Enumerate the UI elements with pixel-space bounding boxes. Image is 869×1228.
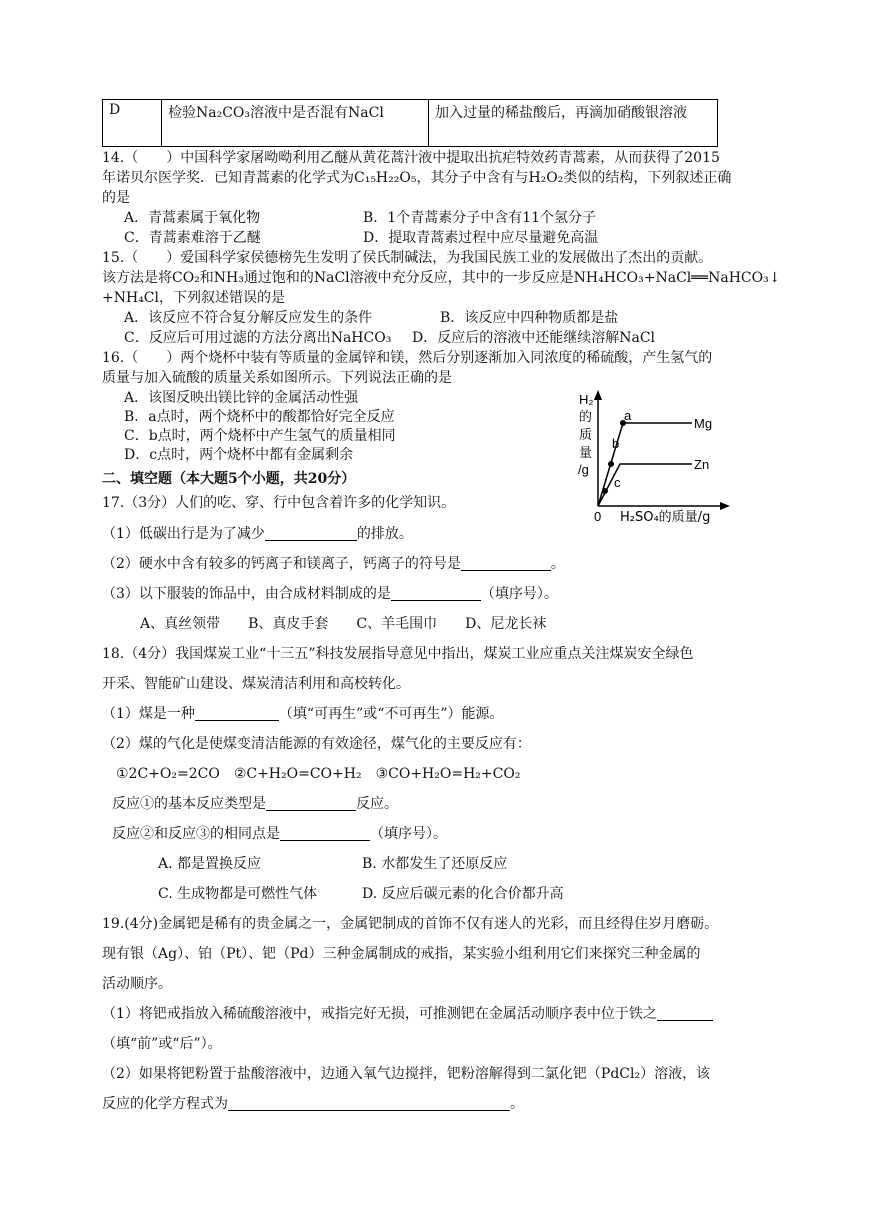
- q19-part2: （2）如果将钯粉置于盐酸溶液中，边通入氧气边搅拌，钯粉溶解得到二氯化钯（PdCl₂）溶液，该: [102, 1066, 711, 1082]
- q18-line1: 18.（4分）我国煤炭工业“十三五”科技发展指导意见中指出，煤炭工业应重点关注煤炭安全绿色: [102, 646, 694, 662]
- q17-options: A、真丝领带 B、真皮手套 C、羊毛围巾 D、尼龙长袜: [140, 616, 547, 632]
- q17-part1: [102, 525, 413, 543]
- q19-part1: [102, 1005, 713, 1023]
- table-row: [103, 100, 718, 147]
- q15-line1: 15.（ ）爱国科学家侯德榜先生发明了侯氏制碱法，为我国民族工业的发展做出了杰出的贡献。: [102, 250, 713, 266]
- q19-part2-line2: [102, 1095, 524, 1113]
- q15-option-a: A．该反应不符合复分解反应发生的条件: [124, 310, 373, 326]
- y-label-1: 的: [579, 410, 593, 425]
- origin-label: 0: [594, 509, 602, 524]
- q18-part1: [102, 705, 504, 723]
- q17-part3-tail: （填序号）。: [480, 586, 558, 602]
- q17-part1-tail: 的排放。: [356, 526, 413, 542]
- q17-stem: 17.（3分）人们的吃、穿、行中包含着许多的化学知识。: [102, 495, 456, 511]
- q17-part3-text: （3）以下服装的饰品中，由合成材料制成的是: [102, 586, 391, 602]
- section-heading: 二、填空题（本大题5个小题，共20分）: [102, 471, 356, 487]
- label-a: a: [624, 408, 632, 423]
- x-axis-arrow: [720, 502, 730, 510]
- y-axis-arrow: [594, 390, 602, 400]
- table-cell: 检验Na₂CO₃溶液中是否混有NaCl: [162, 100, 429, 147]
- q15-option-b: B．该反应中四种物质都是盐: [440, 310, 619, 326]
- q15-option-d: D．反应后的溶液中还能继续溶解NaCl: [412, 330, 656, 346]
- q18-reaction23: [112, 825, 447, 843]
- zn-line: [598, 464, 692, 506]
- q14-line2: 年诺贝尔医学奖．已知青蒿素的化学式为C₁₅H₂₂O₅，其分子中含有与H₂O₂类似的结构，下列叙述正确: [102, 170, 732, 186]
- q18-line2: 开采、智能矿山建设、煤炭清洁利用和高校转化。: [102, 676, 410, 692]
- q17-part3: [102, 585, 558, 603]
- q19-part2-text: 反应的化学方程式为: [102, 1096, 228, 1112]
- q19-part1-text: （1）将钯戒指放入稀硫酸溶液中，戒指完好无损，可推测钯在金属活动顺序表中位于铁之: [102, 1006, 657, 1022]
- answer-blank[interactable]: [228, 1096, 510, 1111]
- x-label: H₂SO₄的质量/g: [620, 510, 711, 525]
- label-mg: Mg: [694, 416, 713, 431]
- q14-line3: 的是: [102, 190, 130, 206]
- q19-line3: 活动顺序。: [102, 976, 172, 992]
- answer-blank[interactable]: [280, 826, 370, 841]
- point-c: [602, 488, 608, 494]
- q16-option-a: A．该图反映出镁比锌的金属活动性强: [124, 390, 359, 406]
- reagent-table: [102, 99, 718, 147]
- y-label-top: H₂: [579, 392, 594, 407]
- table-cell: 加入过量的稀盐酸后，再滴加硝酸银溶液: [429, 100, 718, 147]
- q18-option-b: B. 水都发生了还原反应: [362, 856, 508, 872]
- q15-line3: +NH₄Cl，下列叙述错误的是: [102, 290, 285, 306]
- label-b: b: [612, 436, 620, 451]
- q18-part1-text: （1）煤是一种: [102, 706, 195, 722]
- q15-line2: 该方法是将CO₂和NH₃通过饱和的NaCl溶液中充分反应，其中的一步反应是NH₄HCO₃+NaCl══NaHCO₃↓: [102, 270, 781, 286]
- q19-line2: 现有银（Ag）、铂（Pt）、钯（Pd）三种金属制成的戒指，某实验小组利用它们来探究三种金属的: [102, 946, 701, 962]
- q17-part2: [102, 555, 565, 573]
- answer-blank[interactable]: [195, 706, 279, 721]
- point-b: [608, 461, 614, 467]
- q19-line1: 19.(4分)金属钯是稀有的贵金属之一，金属钯制成的首饰不仅有迷人的光彩，而且经得住岁月磨砺。: [102, 916, 719, 932]
- q18-reaction1-tail: 反应。: [356, 796, 398, 812]
- hydrogen-graph: [574, 388, 734, 526]
- label-zn: Zn: [694, 457, 710, 472]
- table-cell: D: [103, 100, 162, 147]
- q15-option-c: C．反应后可用过滤的方法分离出NaHCO₃: [124, 330, 392, 346]
- q18-reaction23-tail: （填序号）。: [370, 826, 447, 842]
- q14-option-c: C．青蒿素难溶于乙醚: [124, 230, 261, 246]
- q18-part2: （2）煤的气化是使煤变清洁能源的有效途径，煤气化的主要反应有：: [102, 736, 531, 752]
- q17-part2-text: （2）硬水中含有较多的钙离子和镁离子，钙离子的符号是: [102, 556, 461, 572]
- q18-part1-tail: （填“可再生”或“不可再生”）能源。: [278, 706, 504, 722]
- q17-part1-text: （1）低碳出行是为了减少: [102, 526, 265, 542]
- q16-option-c: C．b点时，两个烧杯中产生氢气的质量相同: [124, 428, 396, 444]
- q14-line1: 14.（ ）中国科学家屠呦呦利用乙醚从黄花蒿汁液中提取出抗疟特效药青蒿素，从而获得了2015: [102, 150, 720, 166]
- y-label-3: 量: [579, 446, 593, 461]
- q19-part2-tail: 。: [510, 1096, 524, 1112]
- q18-option-d: D. 反应后碳元素的化合价都升高: [362, 886, 564, 902]
- q18-reaction23-text: 反应②和反应③的相同点是: [112, 826, 280, 842]
- q17-part2-tail: 。: [550, 556, 565, 572]
- answer-blank[interactable]: [265, 526, 357, 541]
- answer-blank[interactable]: [461, 556, 551, 571]
- q18-reaction1: [112, 795, 398, 813]
- q14-option-a: A．青蒿素属于氧化物: [124, 210, 261, 226]
- q18-option-c: C. 生成物都是可燃性气体: [158, 886, 318, 902]
- q14-option-b: B．1个青蒿素分子中含有11个氢分子: [363, 210, 597, 226]
- y-label-4: /g: [578, 462, 589, 477]
- q16-option-b: B．a点时，两个烧杯中的酸都恰好完全反应: [124, 409, 395, 425]
- y-label-2: 质: [579, 428, 593, 443]
- answer-blank[interactable]: [391, 586, 481, 601]
- q18-reaction1-text: 反应①的基本反应类型是: [112, 796, 266, 812]
- q19-part1-tail: （填“前”或“后”）。: [102, 1036, 222, 1052]
- q18-reactions: ①2C+O₂=2CO ②C+H₂O=CO+H₂ ③CO+H₂O=H₂+CO₂: [116, 766, 521, 782]
- q16-line2: 质量与加入硫酸的质量关系如图所示。下列说法正确的是: [102, 370, 452, 386]
- answer-blank[interactable]: [266, 796, 356, 811]
- q18-option-a: A. 都是置换反应: [158, 856, 262, 872]
- answer-blank[interactable]: [657, 1006, 713, 1021]
- q14-option-d: D．提取青蒿素过程中应尽量避免高温: [363, 230, 599, 246]
- q16-option-d: D．c点时，两个烧杯中都有金属剩余: [124, 447, 354, 463]
- label-c: c: [614, 475, 621, 490]
- q16-line1: 16.（ ）两个烧杯中装有等质量的金属锌和镁，然后分别逐渐加入同浓度的稀硫酸，产生氢气的: [102, 350, 713, 366]
